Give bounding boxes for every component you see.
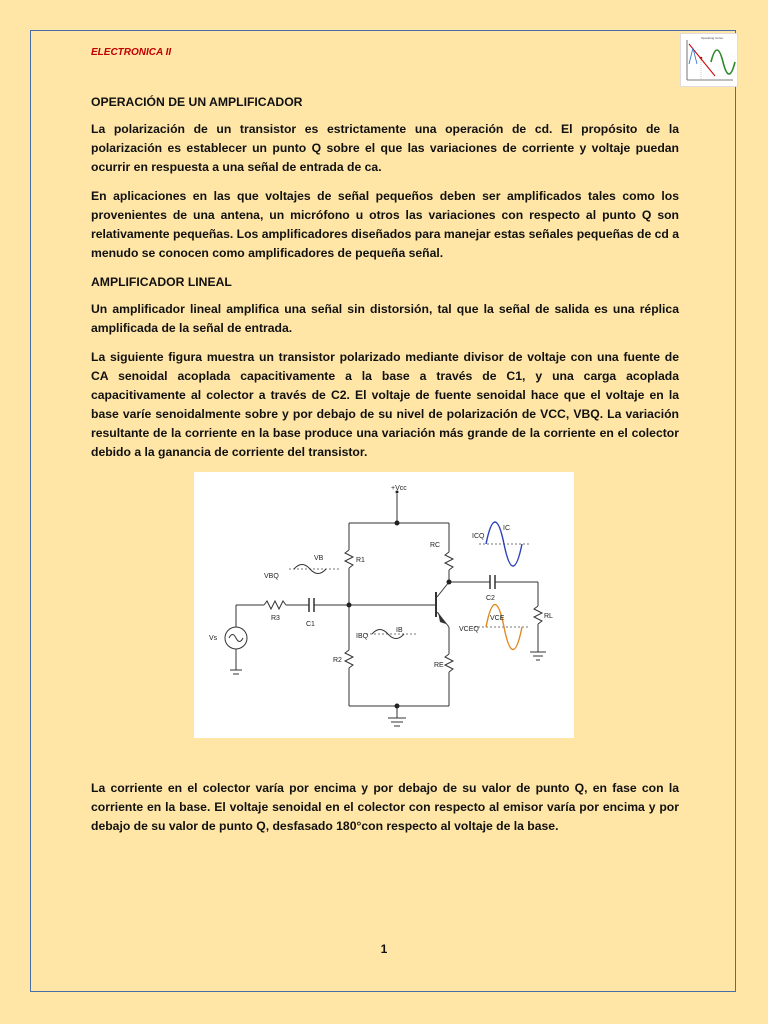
paragraph: La corriente en el colector varía por encima y por debajo de su valor de punto Q, en fase con la corriente en la base. El voltaje senoidal en el colector con respecto al emisor varía por encima y por debajo de su valor de punto Q, desfasado 180°con respecto al voltaje de la base. [91,781,679,833]
label-ic: IC [503,525,510,532]
label-rc: RC [430,542,441,549]
label-rl: RL [544,613,553,620]
svg-text:Operating Curve: Operating Curve [701,36,724,40]
paragraph: La polarización de un transistor es estrictamente una operación de cd. El propósito de la polarización es establecer un punto Q sobre el que las variaciones de corriente y voltaje puedan ocurrir en respuesta a una señal de entrada de ca. [91,122,679,174]
label-ib: IB [396,627,403,634]
label-vce: VCE [490,615,505,622]
label-re: RE [434,662,444,669]
label-vb: VB [314,555,324,562]
label-vs: Vs [209,635,218,642]
label-ibq: IBQ [356,633,369,640]
paragraph: Un amplificador lineal amplifica una señal sin distorsión, tal que la señal de salida es una réplica amplificada de la señal de entrada. [91,302,679,335]
amplifier-circuit-figure [194,472,574,738]
section-heading: AMPLIFICADOR LINEAL [91,275,232,289]
header-title: ELECTRONICA II [91,47,172,58]
label-r2: R2 [333,657,342,664]
label-c1: C1 [306,621,315,628]
label-vcc: +Vcc [391,485,407,492]
label-icq: ICQ [472,533,485,540]
paragraph: La siguiente figura muestra un transistor polarizado mediante divisor de voltaje con una fuente de CA senoidal acoplada capacitivamente a la base a través de C1, y una carga acoplada capacitivamente al colector a través de C2. El voltaje de fuente senoidal hace que el voltaje en la base varíe senoidalmente sobre y por debajo de su nivel de polarización de VCC, VBQ. La variación resultante de la corriente en la base produce una variación más grande de la corriente en el colector debido a la ganancia de corriente del transistor. [91,350,679,459]
document-body [91,93,679,472]
page-number: 1 [380,942,388,956]
operating-curve-logo [680,33,738,87]
label-c2: C2 [486,595,495,602]
paragraph: En aplicaciones en las que voltajes de señal pequeños deben ser amplificados tales como los provenientes de una antena, un micrófono u otros las variaciones con respecto al punto Q son relativamente pequeñas. Los amplificadores diseñados para manejar estas señales pequeñas de cd a menudo se conocen como amplificadores de pequeña señal. [91,189,679,260]
label-vbq: VBQ [264,573,279,580]
section-heading: OPERACIÓN DE UN AMPLIFICADOR [91,95,303,109]
circuit-diagram [194,472,574,738]
label-r3: R3 [271,615,280,622]
label-r1: R1 [356,557,365,564]
label-vceq: VCEQ [459,626,479,633]
closing-paragraph [91,779,679,836]
